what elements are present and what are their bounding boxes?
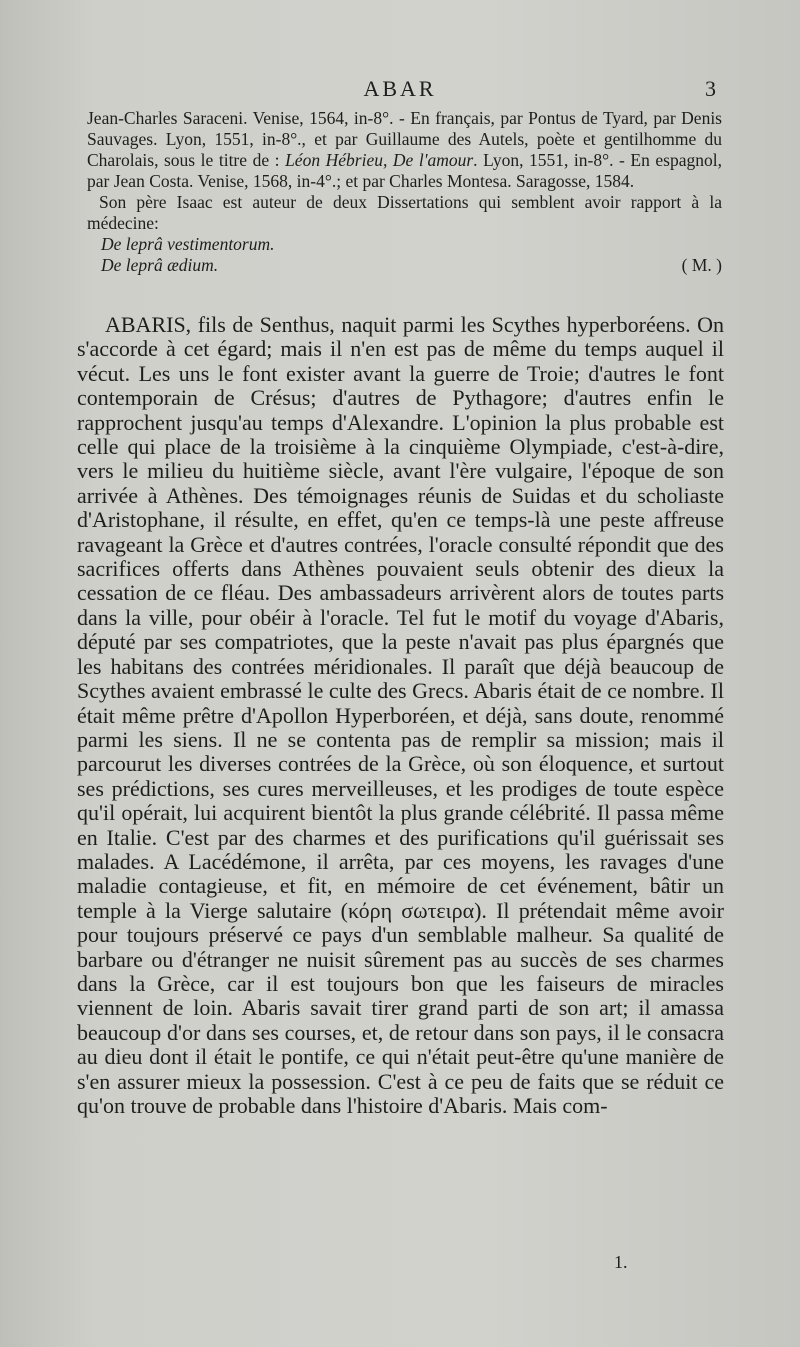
- page-number: 3: [705, 76, 716, 101]
- signature-mark: 1.: [614, 1252, 628, 1272]
- dissertation-title-1: De leprâ vestimentorum.: [101, 234, 275, 254]
- note-paragraph-editions: [87, 108, 722, 192]
- note-text: Jean-Charles Saraceni. Venise, 1564, in-8°. - En français, par Pontus de Tyard, par Denis Sauvages. Lyon, 1551, in-8°., et par Guillaume des Autels, poète et gentilhomme du Charolais, sous le titre de :: [87, 108, 722, 170]
- dissertation-title-2: De leprâ ædium.: [101, 255, 219, 275]
- note-title: Léon Hébrieu, De l'amour: [285, 150, 474, 170]
- note-paragraph-father: Son père Isaac est auteur de deux Dissertations qui semblent avoir rapport à la médecine:: [87, 192, 722, 233]
- article-body: ABARIS, fils de Senthus, naquit parmi les Scythes hyperboréens. On s'accorde à cet égard; mais il n'en est pas de même du temps auquel il vécut. Les uns le font exister avant la guerre de Troie; d'autres le font contemporain de Crésus; d'autres de Pythagore; d'autres enfin le rapprochent jusqu'au temps d'Alexandre. L'opinion la plus probable est celle qui place de la troisième à la cinquième Olympiade, c'est-à-dire, vers le milieu du huitième siècle, avant l'ère vulgaire, l'époque de son arrivée à Athènes. Des témoignages réunis de Suidas et du scholiaste d'Aristophane, il résulte, en effet, qu'en ce temps-là une peste affreuse ravageant la Grèce et d'autres contrées, l'oracle consulté répondit que des sacrifices offerts dans Athènes pouvaient seuls obtenir des dieux la cessation de ce fléau. Des ambassadeurs arrivèrent alors de toutes parts dans la ville, pour obéir à l'oracle. Tel fut le motif du voyage d'Abaris, député par ses compatriotes, que la peste n'avait pas plus épargnés que les habitans des contrées méridionales. Il paraît que déjà beaucoup de Scythes avaient embrassé le culte des Grecs. Abaris était de ce nombre. Il était même prêtre d'Apollon Hyperboréen, et déjà, sans doute, renommé parmi les siens. Il ne se contenta pas de remplir sa mission; mais il parcourut les diverses contrées de la Grèce, où son éloquence, et surtout ses prédictions, ses cures merveilleuses, et les prodiges de toute espèce qu'il opérait, lui acquirent bientôt la plus grande célébrité. Il passa même en Italie. C'est par des charmes et des purifications qu'il guérissait ses malades. A Lacédémone, il arrêta, par ces moyens, les ravages d'une maladie contagieuse, et fit, en mémoire de cet événement, bâtir un temple à la Vierge salutaire (κόρη σωτειρα). Il prétendait même avoir pour toujours préservé ce pays d'un semblable malheur. Sa qualité de barbare ou d'étranger ne nuisit sûrement pas au succès de ses charmes dans la Grèce, car il est toujours bon que les faiseurs de miracles viennent de loin. Abaris savait tirer grand parti de son art; il amassa beaucoup d'or dans ses courses, et, de retour dans son pays, il le consacra au dieu dont il était le pontife, ce qui n'était peut-être qu'une manière de s'en assurer mieux la possession. C'est à ce peu de faits que se réduit ce qu'on trouve de probable dans l'histoire d'Abaris. Mais com-: [77, 312, 724, 1118]
- note-text-end: . Lyon, 1551, in-8°. - En espagnol, par Jean Costa. Venise, 1568, in-4°.; et par Charles Montesa. Saragosse, 1584.: [87, 150, 722, 191]
- author-initial: ( M. ): [681, 255, 722, 275]
- page-header: [0, 76, 800, 106]
- article-abaris: [77, 313, 724, 1118]
- previous-article-note: [87, 108, 722, 276]
- note-last-line: [87, 255, 722, 276]
- running-head: ABAR: [363, 76, 437, 101]
